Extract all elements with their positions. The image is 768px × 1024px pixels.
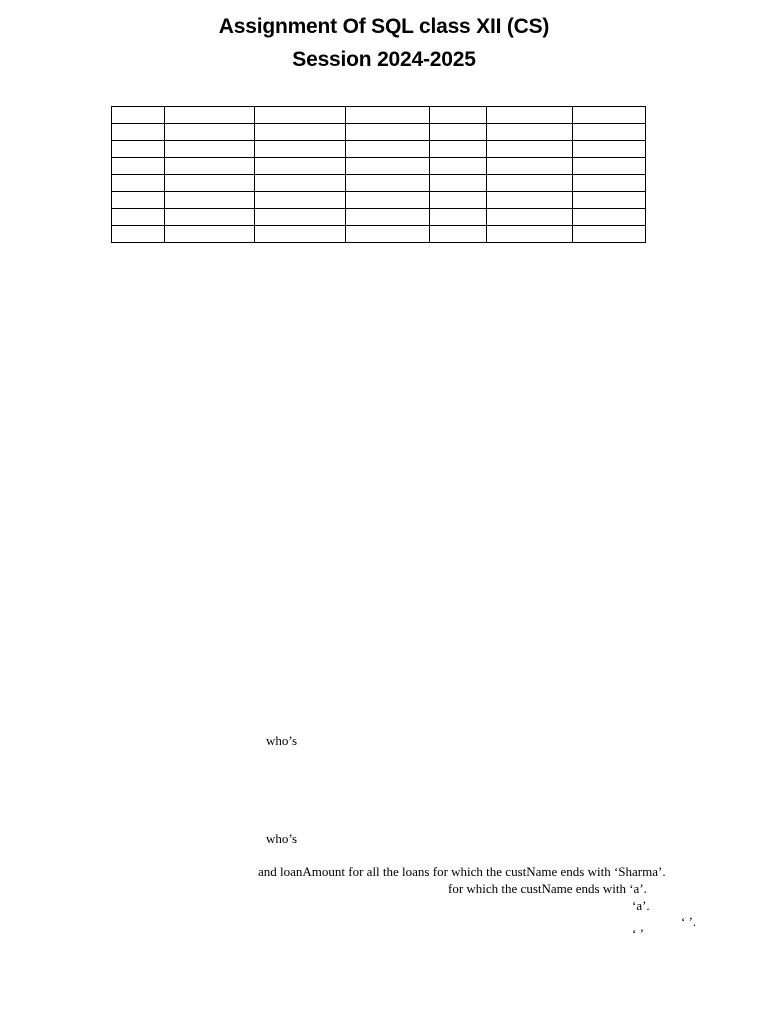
table-cell [255, 175, 346, 192]
table-cell [573, 209, 646, 226]
table-cell [573, 124, 646, 141]
table-row [112, 107, 646, 124]
table-cell [487, 141, 573, 158]
table-cell [430, 158, 487, 175]
table-cell [255, 226, 346, 243]
table-cell [112, 107, 165, 124]
table-row [112, 175, 646, 192]
table-cell [165, 141, 255, 158]
table-cell [487, 226, 573, 243]
table-cell [165, 209, 255, 226]
table-cell [112, 175, 165, 192]
table-body [112, 107, 646, 243]
table-cell [573, 107, 646, 124]
table-cell [487, 158, 573, 175]
text-line-ends-a: for which the custName ends with ‘a’. [448, 881, 647, 896]
table-cell [165, 192, 255, 209]
table-cell [255, 209, 346, 226]
table-cell [487, 209, 573, 226]
table-cell [346, 175, 430, 192]
table-cell [430, 141, 487, 158]
table-cell [487, 175, 573, 192]
table-cell [573, 192, 646, 209]
table-cell [112, 209, 165, 226]
table-cell [346, 124, 430, 141]
text-line-sharma: and loanAmount for all the loans for which the custName ends with ‘Sharma’. [258, 864, 666, 879]
table-cell [573, 141, 646, 158]
table-cell [255, 141, 346, 158]
table-cell [112, 141, 165, 158]
table-cell [112, 124, 165, 141]
table-row [112, 124, 646, 141]
table-cell [165, 226, 255, 243]
table-cell [112, 192, 165, 209]
table-cell [255, 192, 346, 209]
table-cell [165, 124, 255, 141]
table-cell [165, 175, 255, 192]
document-title: Assignment Of SQL class XII (CS) [218, 15, 550, 38]
data-table [111, 106, 646, 243]
table-cell [255, 124, 346, 141]
table-row [112, 192, 646, 209]
table-cell [346, 158, 430, 175]
table-cell [573, 226, 646, 243]
table-cell [573, 158, 646, 175]
table-cell [112, 158, 165, 175]
table-cell [165, 158, 255, 175]
table-cell [430, 124, 487, 141]
table-cell [346, 141, 430, 158]
table-cell [165, 107, 255, 124]
table-cell [112, 226, 165, 243]
table-cell [430, 226, 487, 243]
text-fragment-quote-a: ‘a’. [632, 898, 650, 913]
table-cell [430, 175, 487, 192]
table-cell [487, 192, 573, 209]
table-cell [346, 107, 430, 124]
table-cell [430, 209, 487, 226]
table-row [112, 141, 646, 158]
text-fragment-whos: who’s [266, 733, 298, 748]
table-cell [573, 175, 646, 192]
document-subtitle: Session 2024-2025 [292, 48, 476, 71]
text-fragment-whos: who’s [266, 831, 298, 846]
table-cell [346, 192, 430, 209]
table-row [112, 158, 646, 175]
table-cell [487, 107, 573, 124]
table-cell [346, 226, 430, 243]
table-cell [430, 192, 487, 209]
text-fragment-quote: ‘ ’. [681, 914, 697, 929]
text-fragment-quote: ‘ ’ [632, 926, 644, 941]
table-cell [255, 107, 346, 124]
table-cell [487, 124, 573, 141]
table-row [112, 226, 646, 243]
table-cell [346, 209, 430, 226]
table-cell [430, 107, 487, 124]
table-row [112, 209, 646, 226]
table-cell [255, 158, 346, 175]
